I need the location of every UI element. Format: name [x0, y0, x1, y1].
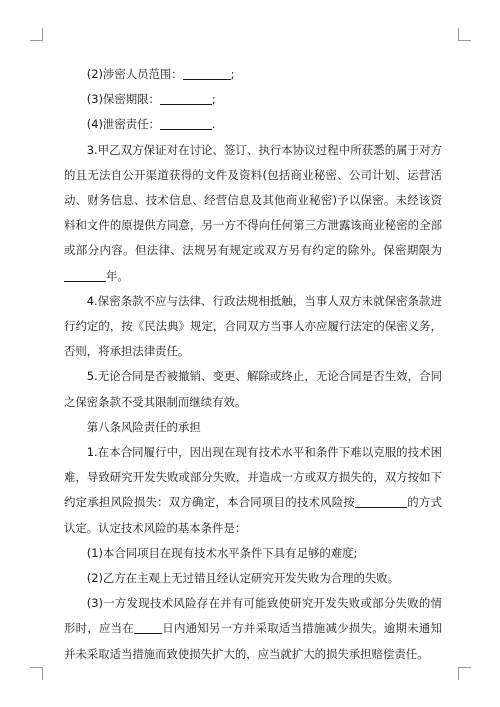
blank-confidentiality-period [160, 92, 212, 105]
crop-mark-bottom-right [458, 667, 471, 680]
item-personnel-scope-label: (2)涉密人员范围： [86, 67, 183, 81]
crop-mark-top-left [30, 28, 43, 41]
document-body [64, 62, 442, 667]
condition-2: (2)乙方在主观上无过错且经认定研究开发失败为合理的失败。 [86, 571, 400, 586]
article-8-heading: 第八条风险责任的承担 [86, 419, 201, 434]
item-leak-liability [64, 112, 442, 137]
article-8-paragraph-3-text: (3)一方发现技术风险存在并有可能致使研究开发失败或部分失败的情形时，应当在 [64, 596, 442, 636]
item-confidentiality-period [64, 87, 442, 112]
crop-mark-bottom-left [30, 667, 43, 680]
blank-leak-liability [160, 117, 212, 130]
item-leak-liability-end: . [211, 117, 216, 132]
clause-4-paragraph: 4.保密条款不应与法律、行政法规相抵触，当事人双方未就保密条款进行约定的，按《民法典》规定，合同双方当事人亦应履行法定的保密义务，否则，将承担法律责任。 [64, 293, 442, 359]
blank-personnel-scope [183, 67, 231, 80]
blank-notice-days [134, 621, 162, 634]
clause-3-paragraph [64, 138, 442, 289]
article-8-paragraph-3 [64, 591, 442, 667]
article-8-paragraph-1-text-end: 的方式认定。认定技术风险的基本条件是： [64, 495, 442, 535]
item-leak-liability-label: (4)泄密责任： [86, 117, 160, 132]
blank-risk-method [355, 495, 407, 508]
condition-1: (1)本合同项目在现有技术水平条件下具有足够的难度; [86, 545, 358, 560]
item-personnel-scope [64, 62, 442, 87]
article-8-paragraph-1-text: 1.在本合同履行中，因出现在现有技术水平和条件下难以克服的技术困难，导致研究开发失败或部分失败，并造成一方或双方损失的，双方按如下约定承担风险损失：双方确定，本合同项目的技术风险按 [64, 445, 442, 510]
clause-3-text: 3.甲乙双方保证对在讨论、签订、执行本协议过程中所获悉的属于对方的且无法自公开渠道获得的文件及资料(包括商业秘密、公司计划、运营活动、财务信息、技术信息、经营信息及其他商业秘密)予以保密。未经该资料和文件的原提供方同意，另一方不得向任何第三方泄露该商业秘密的全部或部分内容。但法律、法规另有规定或双方另有约定的除外。保密期限为 [64, 142, 442, 258]
clause-3-text-end: 年。 [106, 268, 129, 283]
blank-confidentiality-years [64, 269, 106, 282]
article-8-paragraph-3-text-end: 日内通知另一方并采取适当措施减少损失。逾期未通知并未采取适当措施而致使损失扩大的，应当就扩大的损失承担赔偿责任。 [64, 621, 442, 661]
clause-5-paragraph: 5.无论合同是否被撤销、变更、解除或终止，无论合同是否生效，合同之保密条款不受其限制而继续有效。 [64, 369, 442, 409]
item-confidentiality-period-end: ; [211, 92, 216, 107]
article-8-paragraph-1 [64, 440, 442, 541]
item-confidentiality-period-label: (3)保密期限： [86, 92, 160, 107]
item-personnel-scope-end: ; [230, 67, 235, 81]
crop-mark-top-right [458, 28, 471, 41]
